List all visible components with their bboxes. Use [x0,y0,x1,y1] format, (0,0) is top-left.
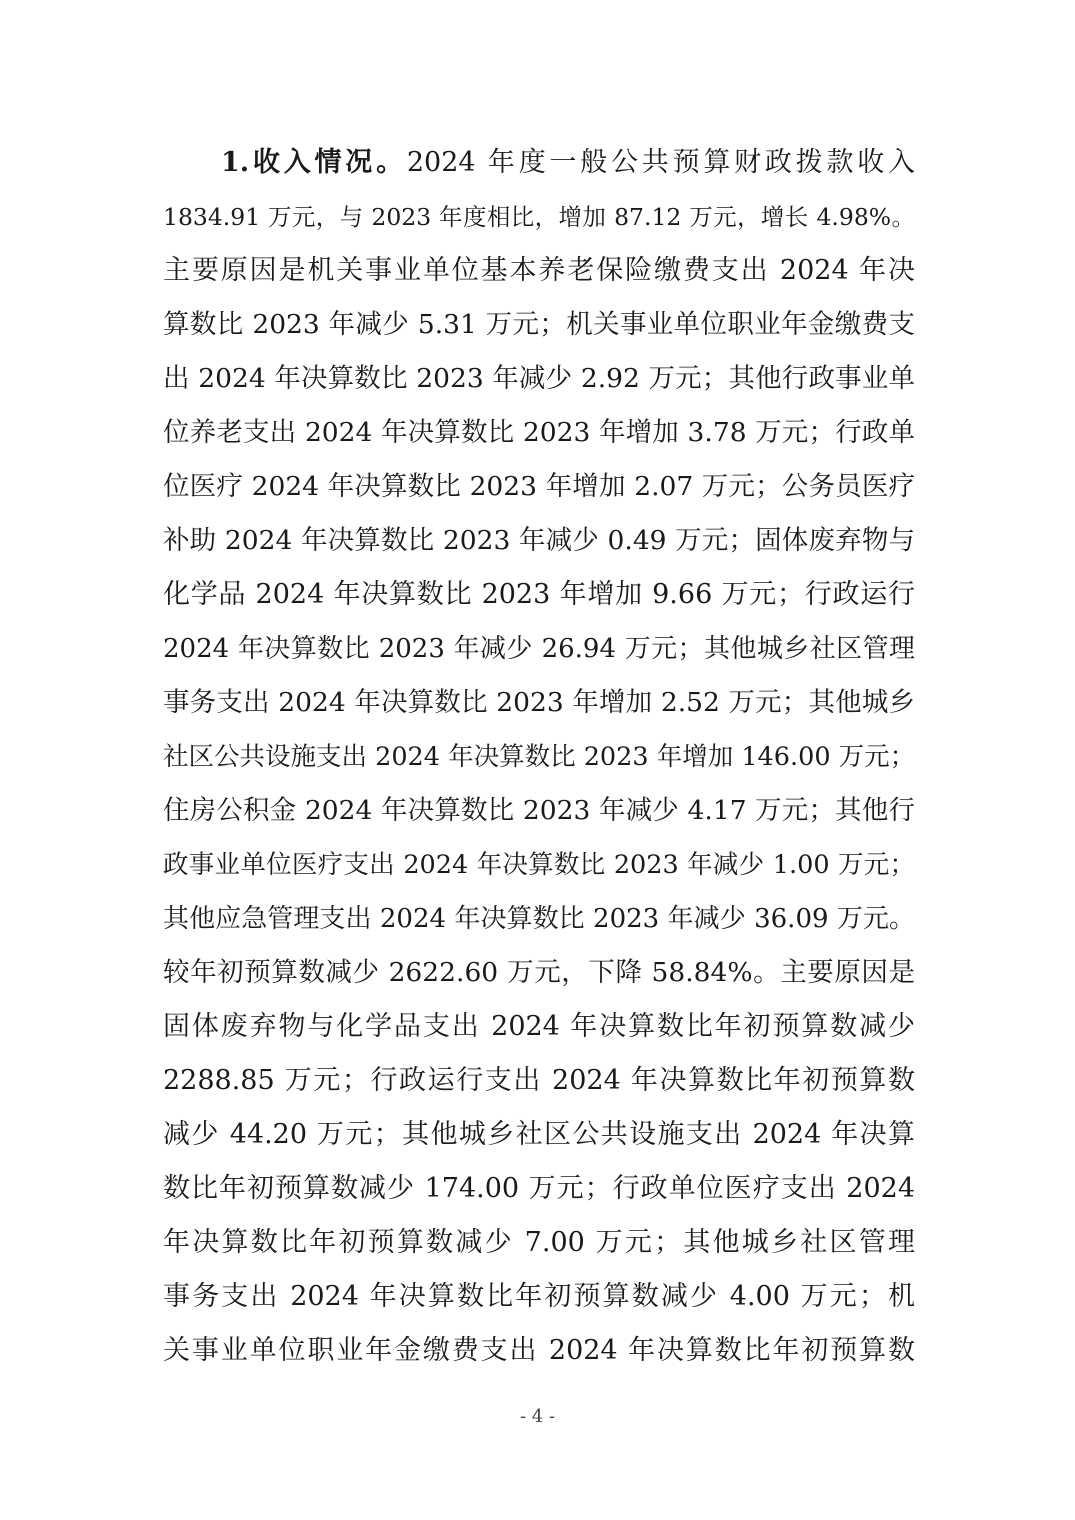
text-line: 主要原因是机关事业单位基本养老保险缴费支出 2024 年决 [163,255,915,286]
text-line: 数比年初预算数减少 174.00 万元；行政单位医疗支出 2024 [163,1173,915,1204]
text-line: 2288.85 万元；行政运行支出 2024 年决算数比年初预算数 [163,1065,915,1096]
text-line: 补助 2024 年决算数比 2023 年减少 0.49 万元；固体废弃物与 [163,525,915,556]
body-text [163,136,915,1378]
text-line: 位养老支出 2024 年决算数比 2023 年增加 3.78 万元；行政单 [163,417,915,448]
text-line: 其他应急管理支出 2024 年决算数比 2023 年减少 36.09 万元。 [163,904,915,934]
section-heading: 1.收入情况。 [221,147,407,178]
text-line: 较年初预算数减少 2622.60 万元，下降 58.84%。主要原因是 [163,957,915,988]
text-line: 年决算数比年初预算数减少 7.00 万元；其他城乡社区管理 [163,1227,915,1258]
text-line-content: 2024 年度一般公共预算财政拨款收入 [406,147,915,178]
text-line: 出 2024 年决算数比 2023 年减少 2.92 万元；其他行政事业单 [163,363,915,394]
text-line: 减少 44.20 万元；其他城乡社区公共设施支出 2024 年决算 [163,1119,915,1150]
text-line: 化学品 2024 年决算数比 2023 年增加 9.66 万元；行政运行 [163,579,915,610]
text-line: 政事业单位医疗支出 2024 年决算数比 2023 年减少 1.00 万元； [163,850,915,880]
text-line: 算数比 2023 年减少 5.31 万元；机关事业单位职业年金缴费支 [163,309,915,340]
text-line: 固体废弃物与化学品支出 2024 年决算数比年初预算数减少 [163,1011,915,1042]
page-number: - 4 - [519,1406,556,1427]
text-line [163,136,915,190]
text-line: 关事业单位职业年金缴费支出 2024 年决算数比年初预算数 [163,1335,915,1366]
text-line: 事务支出 2024 年决算数比年初预算数减少 4.00 万元；机 [163,1281,915,1312]
text-line: 1834.91 万元，与 2023 年度相比，增加 87.12 万元，增长 4.98%。 [163,203,915,231]
text-line: 住房公积金 2024 年决算数比 2023 年减少 4.17 万元；其他行 [163,795,915,826]
text-line: 社区公共设施支出 2024 年决算数比 2023 年增加 146.00 万元； [163,742,916,772]
text-line: 位医疗 2024 年决算数比 2023 年增加 2.07 万元；公务员医疗 [163,471,915,502]
text-line: 2024 年决算数比 2023 年减少 26.94 万元；其他城乡社区管理 [163,634,915,664]
text-line: 事务支出 2024 年决算数比 2023 年增加 2.52 万元；其他城乡 [163,687,915,718]
